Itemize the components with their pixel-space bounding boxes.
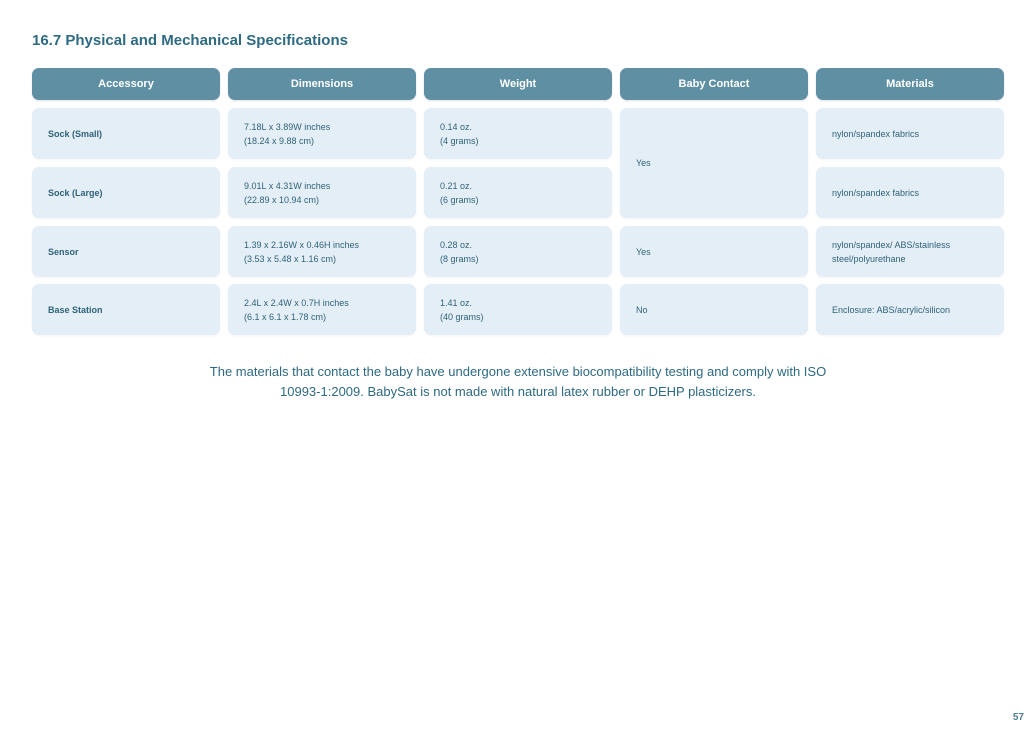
section-title: 16.7 Physical and Mechanical Specifications xyxy=(32,32,348,49)
cell-materials: Enclosure: ABS/acrylic/silicon xyxy=(816,284,1004,335)
header-baby-contact: Baby Contact xyxy=(620,68,808,100)
cell-accessory: Sock (Large) xyxy=(32,167,220,218)
cell-accessory: Sensor xyxy=(32,226,220,277)
cell-baby-contact: Yes xyxy=(620,226,808,277)
header-materials: Materials xyxy=(816,68,1004,100)
cell-accessory: Base Station xyxy=(32,284,220,335)
header-dimensions: Dimensions xyxy=(228,68,416,100)
cell-materials: nylon/spandex/ ABS/stainless steel/polyurethane xyxy=(816,226,1004,277)
cell-weight: 0.21 oz. (6 grams) xyxy=(424,167,612,218)
cell-baby-contact: Yes xyxy=(620,108,808,218)
compliance-note xyxy=(150,362,886,402)
cell-weight: 0.28 oz. (8 grams) xyxy=(424,226,612,277)
cell-weight: 0.14 oz. (4 grams) xyxy=(424,108,612,159)
cell-materials: nylon/spandex fabrics xyxy=(816,108,1004,159)
header-accessory: Accessory xyxy=(32,68,220,100)
page-number: 57 xyxy=(1012,712,1024,723)
cell-baby-contact: No xyxy=(620,284,808,335)
cell-dimensions: 9.01L x 4.31W inches (22.89 x 10.94 cm) xyxy=(228,167,416,218)
cell-dimensions: 1.39 x 2.16W x 0.46H inches (3.53 x 5.48 x 1.16 cm) xyxy=(228,226,416,277)
compliance-note-line: 10993-1:2009. BabySat is not made with natural latex rubber or DEHP plasticizers. xyxy=(280,384,756,399)
cell-dimensions: 2.4L x 2.4W x 0.7H inches (6.1 x 6.1 x 1.78 cm) xyxy=(228,284,416,335)
cell-accessory: Sock (Small) xyxy=(32,108,220,159)
cell-dimensions: 7.18L x 3.89W inches (18.24 x 9.88 cm) xyxy=(228,108,416,159)
header-weight: Weight xyxy=(424,68,612,100)
cell-weight: 1.41 oz. (40 grams) xyxy=(424,284,612,335)
compliance-note-line: The materials that contact the baby have undergone extensive biocompatibility testing and comply with ISO xyxy=(209,364,827,379)
cell-materials: nylon/spandex fabrics xyxy=(816,167,1004,218)
